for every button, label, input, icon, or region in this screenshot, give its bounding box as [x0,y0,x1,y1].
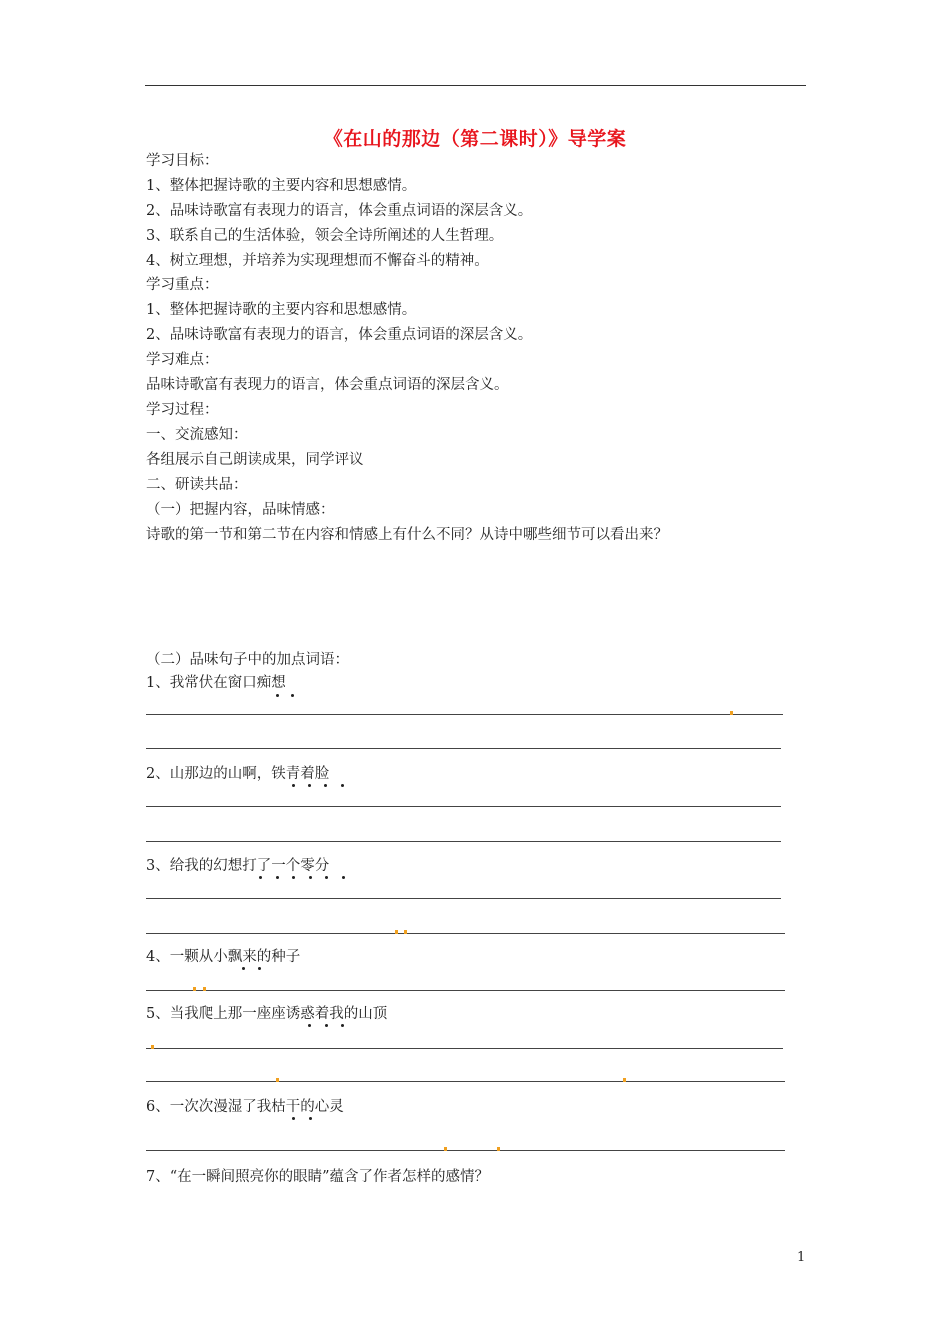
key-point-item: 1、整体把握诗歌的主要内容和思想感情。 [146,302,417,318]
marker [151,1045,154,1049]
marker [276,1078,279,1082]
answer-line [146,748,781,749]
emphasis-dot [342,876,345,879]
emphasis-dot [292,1117,295,1120]
emphasis-dot [292,876,295,879]
list-item: 1、我常伏在窗口痴想 [146,675,286,691]
list-item: 2、山那边的山啊，铁青着脸 [146,766,330,782]
marker [395,930,398,934]
emphasis-dot [325,876,328,879]
sub2-title: （二）品味句子中的加点词语： [146,652,349,668]
emphasis-dot [258,967,261,970]
emphasis-dot [276,876,279,879]
key-point-item: 2、品味诗歌富有表现力的语言，体会重点词语的深层含义。 [146,327,533,343]
objective-item: 4、树立理想，并培养为实现理想而不懈奋斗的精神。 [146,253,489,269]
emphasis-dot [325,1024,328,1027]
marker [730,711,733,715]
page-title: 《在山的那边（第二课时）》导学案 [323,128,627,150]
part1-text: 各组展示自己朗读成果，同学评议 [146,452,364,468]
sub1-title: （一）把握内容，品味情感： [146,502,335,518]
part1-title: 一、交流感知： [146,427,248,443]
answer-line [146,1048,783,1049]
marker [444,1147,447,1151]
emphasis-dot [324,784,327,787]
emphasis-dot [291,694,294,697]
list-item: 5、当我爬上那一座座诱惑着我的山顶 [146,1006,388,1022]
emphasis-dot [309,1117,312,1120]
answer-line [146,714,783,715]
objectives-heading: 学习目标： [146,153,219,169]
emphasis-dot [341,1024,344,1027]
part2-title: 二、研读共品： [146,477,248,493]
objective-item: 1、整体把握诗歌的主要内容和思想感情。 [146,178,417,194]
objective-item: 3、联系自己的生活体验，领会全诗所阐述的人生哲理。 [146,228,504,244]
marker [404,930,407,934]
difficulties-text: 品味诗歌富有表现力的语言，体会重点词语的深层含义。 [146,377,509,393]
header-rule [145,85,806,86]
page-number: 1 [797,1250,806,1265]
sub1-question: 诗歌的第一节和第二节在内容和情感上有什么不同？从诗中哪些细节可以看出来？ [146,527,668,543]
list-item: 4、一颗从小飘来的种子 [146,949,301,965]
emphasis-dot [276,694,279,697]
list-item: 7、“在一瞬间照亮你的眼睛”蕴含了作者怎样的感情？ [146,1169,490,1185]
answer-line [146,898,781,899]
emphasis-dot [308,1024,311,1027]
emphasis-dot [242,967,245,970]
list-item: 6、一次次漫湿了我枯干的心灵 [146,1099,344,1115]
answer-line [146,841,781,842]
answer-line [146,806,781,807]
emphasis-dot [341,784,344,787]
marker [203,987,206,991]
list-item: 3、给我的幻想打了一个零分 [146,858,330,874]
marker [623,1078,626,1082]
difficulties-heading: 学习难点： [146,352,219,368]
answer-line [146,1081,785,1082]
emphasis-dot [292,784,295,787]
marker [193,987,196,991]
process-heading: 学习过程： [146,402,219,418]
emphasis-dot [259,876,262,879]
answer-line [146,1150,785,1151]
marker [497,1147,500,1151]
answer-line [146,933,785,934]
objective-item: 2、品味诗歌富有表现力的语言，体会重点词语的深层含义。 [146,203,533,219]
emphasis-dot [308,784,311,787]
emphasis-dot [309,876,312,879]
key-points-heading: 学习重点： [146,277,219,293]
answer-line [146,990,785,991]
